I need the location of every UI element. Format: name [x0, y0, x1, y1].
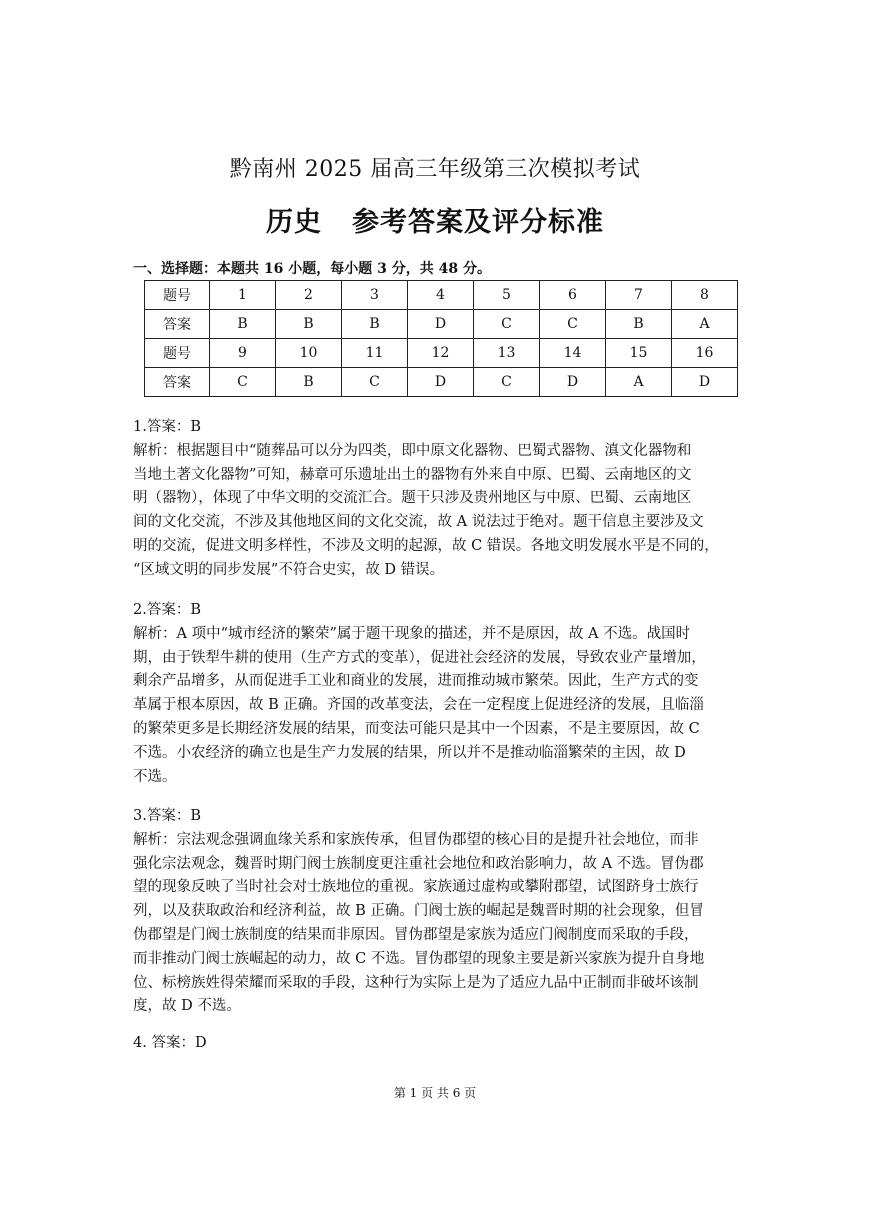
table-row — [145, 310, 738, 339]
row-header-cell: 答案 — [145, 310, 210, 339]
doc-subtitle — [0, 200, 870, 239]
table-cell: D — [408, 368, 474, 397]
table-cell: 1 — [210, 281, 276, 310]
table-cell: 2 — [276, 281, 342, 310]
table-cell: 4 — [408, 281, 474, 310]
answer-key-label: 参考答案及评分标准 — [352, 207, 604, 238]
table-cell: A — [672, 310, 738, 339]
analysis-line: 剩余产品增多，从而促进手工业和商业的发展，进而推动城市繁荣。因此，生产方式的变 — [133, 673, 699, 690]
table-cell: 10 — [276, 339, 342, 368]
analysis-line: 解析：宗法观念强调血缘关系和家族传承，但冒伪郡望的核心目的是提升社会地位，而非 — [133, 831, 699, 848]
analysis-line: 强化宗法观念，魏晋时期门阀士族制度更注重社会地位和政治影响力，故 A 不选。冒伪郡 — [133, 855, 704, 872]
exam-title: 黔南州 2025 届高三年级第三次模拟考试 — [229, 157, 641, 182]
table-cell: 13 — [474, 339, 540, 368]
analysis-line: 解析：根据题目中“随葬品可以分为四类，即中原文化器物、巴蜀式器物、滇文化器物和 — [133, 442, 692, 459]
table-cell: 12 — [408, 339, 474, 368]
analysis-line: 明的交流，促进文明多样性，不涉及文明的起源，故 C 错误。各地文明发展水平是不同的， — [133, 537, 719, 554]
table-cell: C — [474, 310, 540, 339]
table-cell: 11 — [342, 339, 408, 368]
table-row — [145, 339, 738, 368]
explanation-3 — [133, 805, 753, 1019]
row-header-cell: 答案 — [145, 368, 210, 397]
row-header-cell: 题号 — [145, 281, 210, 310]
table-cell: C — [342, 368, 408, 397]
explanation-2 — [133, 599, 753, 789]
table-cell: 16 — [672, 339, 738, 368]
table-cell: B — [210, 310, 276, 339]
table-cell: B — [342, 310, 408, 339]
answer-line: 2.答案：B — [133, 602, 201, 618]
table-cell: D — [540, 368, 606, 397]
table-cell: C — [540, 310, 606, 339]
analysis-line: 位、标榜族姓得荣耀而采取的手段，这种行为实际上是为了适应九品中正制而非破坏该制 — [133, 974, 699, 991]
analysis-line: 明（器物），体现了中华文明的交流汇合。题干只涉及贵州地区与中原、巴蜀、云南地区 — [133, 490, 692, 507]
analysis-line: 的繁荣更多是长期经济发展的结果，而变法可能只是其中一个因素，不是主要原因，故 C — [133, 720, 700, 737]
analysis-line: 革属于根本原因，故 B 正确。齐国的改革变法，会在一定程度上促进经济的发展，且临淄 — [133, 697, 704, 714]
analysis-line: 不选。 — [133, 768, 177, 785]
analysis-line: 望的现象反映了当时社会对士族地位的重视。家族通过虚构或攀附郡望，试图跻身士族行 — [133, 879, 699, 896]
table-cell: B — [606, 310, 672, 339]
analysis-line: 解析：A 项中“城市经济的繁荣”属于题干现象的描述，并不是原因，故 A 不选。战国时 — [133, 625, 691, 642]
page-number: 第 1 页 共 6 页 — [393, 1086, 477, 1100]
answer-line: 1.答案：B — [133, 419, 201, 435]
analysis-line: 不选。小农经济的确立也是生产力发展的结果，所以并不是推动临淄繁荣的主因，故 D — [133, 744, 686, 761]
analysis-line: “区域文明的同步发展”不符合史实，故 D 错误。 — [133, 561, 445, 578]
analysis-line: 而非推动门阀士族崛起的动力，故 C 不选。冒伪郡望的现象主要是新兴家族为提升自身地 — [133, 950, 705, 967]
table-cell: 15 — [606, 339, 672, 368]
table-cell: C — [474, 368, 540, 397]
table-row — [145, 368, 738, 397]
answer-line: 3.答案：B — [133, 808, 201, 824]
table-cell: B — [276, 368, 342, 397]
analysis-line: 当地土著文化器物”可知，赫章可乐遗址出土的器物有外来自中原、巴蜀、云南地区的文 — [133, 466, 692, 483]
explanation-1 — [133, 416, 753, 583]
table-cell: 8 — [672, 281, 738, 310]
table-cell: 3 — [342, 281, 408, 310]
analysis-line: 伪郡望是门阀士族制度的结果而非原因。冒伪郡望是家族为适应门阀制度而采取的手段， — [133, 926, 699, 943]
subject-label: 历史 — [266, 207, 322, 238]
table-cell: C — [210, 368, 276, 397]
analysis-line: 间的文化交流，不涉及其他地区间的文化交流，故 A 说法过于绝对。题干信息主要涉及文 — [133, 514, 704, 531]
table-cell: A — [606, 368, 672, 397]
answer-line: 4. 答案：D — [133, 1035, 207, 1051]
table-cell: 9 — [210, 339, 276, 368]
table-cell: D — [408, 310, 474, 339]
table-cell: D — [672, 368, 738, 397]
table-cell: 6 — [540, 281, 606, 310]
table-cell: B — [276, 310, 342, 339]
table-cell: 7 — [606, 281, 672, 310]
analysis-line: 期，由于铁犁牛耕的使用（生产方式的变革），促进社会经济的发展，导致农业产量增加， — [133, 649, 706, 666]
analysis-line: 列，以及获取政治和经济利益，故 B 正确。门阀士族的崛起是魏晋时期的社会现象，但冒 — [133, 903, 704, 920]
answer-table — [144, 280, 738, 397]
row-header-cell: 题号 — [145, 339, 210, 368]
table-cell: 14 — [540, 339, 606, 368]
table-row — [145, 281, 738, 310]
section-heading-choice: 一、选择题：本题共 16 小题，每小题 3 分，共 48 分。 — [133, 261, 491, 277]
analysis-line: 度，故 D 不选。 — [133, 998, 241, 1015]
table-cell: 5 — [474, 281, 540, 310]
explanation-4 — [133, 1032, 753, 1056]
